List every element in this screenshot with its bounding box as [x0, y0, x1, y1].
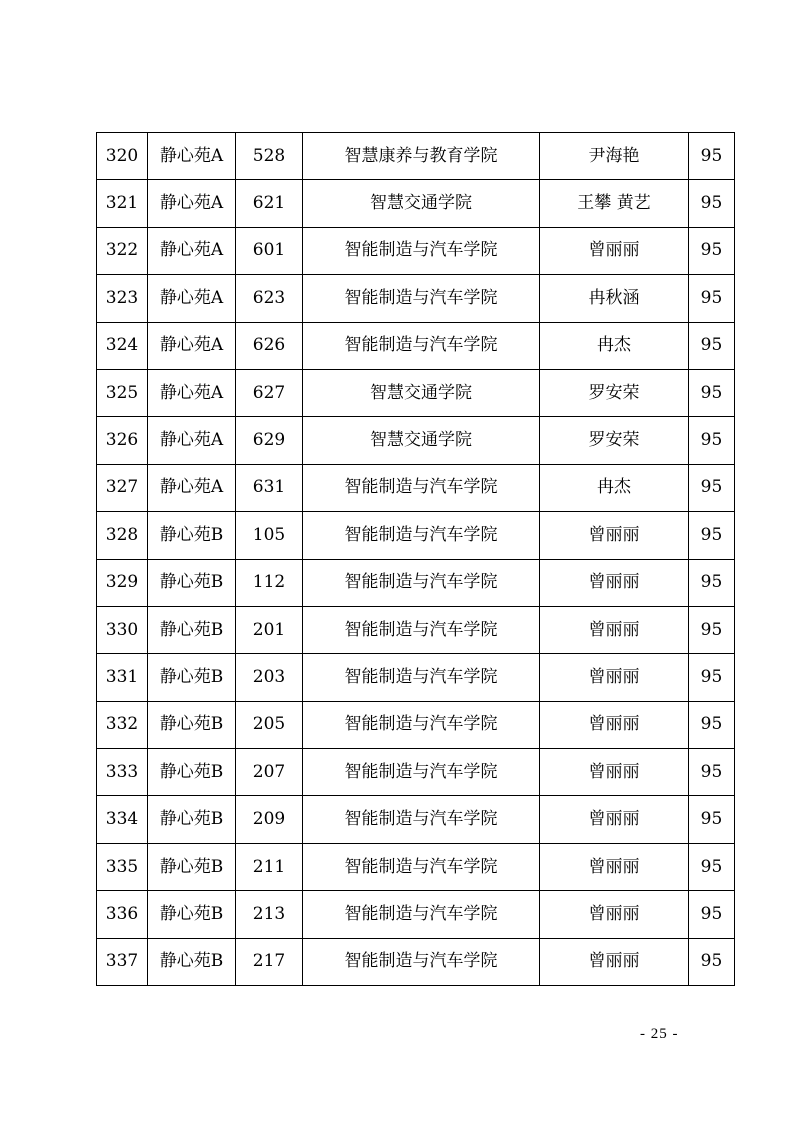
score-cell: 95 [689, 322, 735, 369]
building-cell: 静心苑B [148, 512, 236, 559]
table-row [97, 796, 735, 843]
row-index-cell: 330 [97, 606, 148, 653]
row-index-cell: 331 [97, 654, 148, 701]
score-cell: 95 [689, 938, 735, 985]
college-cell: 智能制造与汽车学院 [303, 938, 540, 985]
room-number-cell: 626 [236, 322, 303, 369]
row-index-cell: 322 [97, 227, 148, 274]
building-cell: 静心苑A [148, 369, 236, 416]
room-number-cell: 631 [236, 464, 303, 511]
person-in-charge-cell: 曾丽丽 [540, 938, 689, 985]
score-cell: 95 [689, 843, 735, 890]
page-number: - 25 - [640, 1026, 679, 1042]
person-in-charge-cell: 曾丽丽 [540, 796, 689, 843]
college-cell: 智能制造与汽车学院 [303, 559, 540, 606]
person-in-charge-cell: 曾丽丽 [540, 512, 689, 559]
room-number-cell: 621 [236, 180, 303, 227]
room-number-cell: 627 [236, 369, 303, 416]
table-row [97, 275, 735, 322]
table-row [97, 843, 735, 890]
person-in-charge-cell: 曾丽丽 [540, 891, 689, 938]
building-cell: 静心苑A [148, 417, 236, 464]
building-cell: 静心苑B [148, 938, 236, 985]
score-cell: 95 [689, 701, 735, 748]
row-index-cell: 337 [97, 938, 148, 985]
building-cell: 静心苑B [148, 843, 236, 890]
room-number-cell: 112 [236, 559, 303, 606]
room-number-cell: 105 [236, 512, 303, 559]
row-index-cell: 323 [97, 275, 148, 322]
building-cell: 静心苑B [148, 749, 236, 796]
building-cell: 静心苑B [148, 654, 236, 701]
table-row [97, 559, 735, 606]
college-cell: 智能制造与汽车学院 [303, 322, 540, 369]
row-index-cell: 320 [97, 133, 148, 180]
row-index-cell: 332 [97, 701, 148, 748]
college-cell: 智慧交通学院 [303, 180, 540, 227]
score-cell: 95 [689, 180, 735, 227]
room-number-cell: 629 [236, 417, 303, 464]
table-row [97, 891, 735, 938]
table-row [97, 512, 735, 559]
score-cell: 95 [689, 749, 735, 796]
score-cell: 95 [689, 227, 735, 274]
room-number-cell: 209 [236, 796, 303, 843]
person-in-charge-cell: 曾丽丽 [540, 227, 689, 274]
college-cell: 智慧交通学院 [303, 369, 540, 416]
score-cell: 95 [689, 417, 735, 464]
building-cell: 静心苑A [148, 322, 236, 369]
dormitory-score-table [96, 132, 735, 986]
row-index-cell: 325 [97, 369, 148, 416]
room-number-cell: 211 [236, 843, 303, 890]
college-cell: 智能制造与汽车学院 [303, 891, 540, 938]
person-in-charge-cell: 冉杰 [540, 464, 689, 511]
college-cell: 智能制造与汽车学院 [303, 275, 540, 322]
table-row [97, 938, 735, 985]
table-row [97, 701, 735, 748]
college-cell: 智能制造与汽车学院 [303, 464, 540, 511]
score-cell: 95 [689, 512, 735, 559]
person-in-charge-cell: 曾丽丽 [540, 559, 689, 606]
college-cell: 智能制造与汽车学院 [303, 654, 540, 701]
person-in-charge-cell: 王攀 黄艺 [540, 180, 689, 227]
person-in-charge-cell: 冉杰 [540, 322, 689, 369]
college-cell: 智能制造与汽车学院 [303, 796, 540, 843]
room-number-cell: 528 [236, 133, 303, 180]
score-cell: 95 [689, 796, 735, 843]
building-cell: 静心苑A [148, 133, 236, 180]
building-cell: 静心苑B [148, 891, 236, 938]
person-in-charge-cell: 曾丽丽 [540, 701, 689, 748]
table-row [97, 749, 735, 796]
row-index-cell: 329 [97, 559, 148, 606]
table-row [97, 369, 735, 416]
row-index-cell: 324 [97, 322, 148, 369]
room-number-cell: 203 [236, 654, 303, 701]
building-cell: 静心苑A [148, 464, 236, 511]
table-row [97, 606, 735, 653]
score-cell: 95 [689, 654, 735, 701]
building-cell: 静心苑B [148, 796, 236, 843]
table-row [97, 133, 735, 180]
row-index-cell: 328 [97, 512, 148, 559]
room-number-cell: 213 [236, 891, 303, 938]
row-index-cell: 333 [97, 749, 148, 796]
row-index-cell: 321 [97, 180, 148, 227]
score-cell: 95 [689, 606, 735, 653]
building-cell: 静心苑B [148, 606, 236, 653]
person-in-charge-cell: 冉秋涵 [540, 275, 689, 322]
college-cell: 智能制造与汽车学院 [303, 749, 540, 796]
college-cell: 智能制造与汽车学院 [303, 843, 540, 890]
row-index-cell: 334 [97, 796, 148, 843]
room-number-cell: 217 [236, 938, 303, 985]
table-row [97, 417, 735, 464]
table-row [97, 227, 735, 274]
score-cell: 95 [689, 464, 735, 511]
person-in-charge-cell: 罗安荣 [540, 417, 689, 464]
person-in-charge-cell: 曾丽丽 [540, 654, 689, 701]
row-index-cell: 335 [97, 843, 148, 890]
building-cell: 静心苑A [148, 180, 236, 227]
room-number-cell: 623 [236, 275, 303, 322]
row-index-cell: 326 [97, 417, 148, 464]
room-number-cell: 207 [236, 749, 303, 796]
person-in-charge-cell: 曾丽丽 [540, 843, 689, 890]
table-row [97, 322, 735, 369]
building-cell: 静心苑A [148, 227, 236, 274]
college-cell: 智慧交通学院 [303, 417, 540, 464]
table-body [97, 133, 735, 986]
room-number-cell: 201 [236, 606, 303, 653]
college-cell: 智能制造与汽车学院 [303, 701, 540, 748]
score-cell: 95 [689, 275, 735, 322]
table-row [97, 180, 735, 227]
person-in-charge-cell: 尹海艳 [540, 133, 689, 180]
person-in-charge-cell: 曾丽丽 [540, 749, 689, 796]
college-cell: 智能制造与汽车学院 [303, 227, 540, 274]
building-cell: 静心苑A [148, 275, 236, 322]
row-index-cell: 327 [97, 464, 148, 511]
building-cell: 静心苑B [148, 701, 236, 748]
room-number-cell: 205 [236, 701, 303, 748]
college-cell: 智能制造与汽车学院 [303, 512, 540, 559]
college-cell: 智慧康养与教育学院 [303, 133, 540, 180]
college-cell: 智能制造与汽车学院 [303, 606, 540, 653]
table-row [97, 654, 735, 701]
score-cell: 95 [689, 369, 735, 416]
room-number-cell: 601 [236, 227, 303, 274]
building-cell: 静心苑B [148, 559, 236, 606]
person-in-charge-cell: 罗安荣 [540, 369, 689, 416]
score-cell: 95 [689, 559, 735, 606]
table-row [97, 464, 735, 511]
score-cell: 95 [689, 891, 735, 938]
score-cell: 95 [689, 133, 735, 180]
person-in-charge-cell: 曾丽丽 [540, 606, 689, 653]
row-index-cell: 336 [97, 891, 148, 938]
